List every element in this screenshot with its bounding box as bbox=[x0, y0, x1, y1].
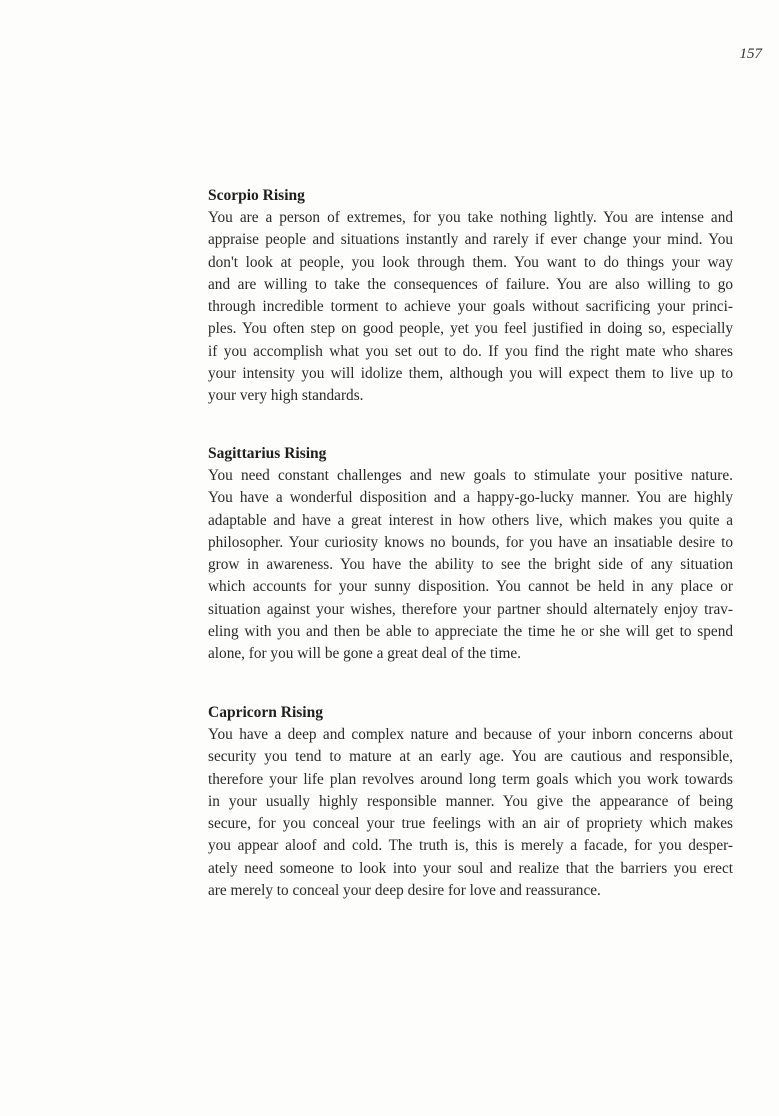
text-line: secure, for you conceal your true feelings with an air of propriety which makes bbox=[208, 815, 733, 833]
text-line: You have a deep and complex nature and because of your inborn concerns about bbox=[208, 726, 733, 743]
text-line: your intensity you will idolize them, although you will expect them to live up to bbox=[208, 365, 733, 383]
text-line: therefore your life plan revolves around long term goals which you work towards bbox=[208, 770, 733, 788]
text-line: appraise people and situations instantly and rarely if ever change your mind. You bbox=[208, 231, 733, 249]
section-scorpio-rising bbox=[208, 185, 733, 408]
text-line: don't look at people, you look through them. You want to do things your way bbox=[208, 253, 733, 271]
section-heading: Capricorn Rising bbox=[208, 704, 323, 721]
text-line: alone, for you will be gone a great deal of the time. bbox=[208, 645, 522, 663]
text-line: grow in awareness. You have the ability to see the bright side of any situation bbox=[208, 556, 733, 574]
text-line: through incredible torment to achieve your goals without sacrificing your princi- bbox=[208, 298, 733, 316]
text-line: your very high standards. bbox=[208, 387, 364, 405]
text-line: ples. You often step on good people, yet you feel justified in doing so, especially bbox=[208, 320, 733, 338]
section-body bbox=[208, 724, 733, 902]
text-line: you appear aloof and cold. The truth is, this is merely a facade, for you desper- bbox=[208, 837, 733, 855]
text-line: are merely to conceal your deep desire for love and reassurance. bbox=[208, 882, 601, 900]
text-line: adaptable and have a great interest in how others live, which makes you quite a bbox=[208, 511, 733, 529]
section-body bbox=[208, 207, 733, 408]
section-heading: Sagittarius Rising bbox=[208, 445, 327, 462]
text-line: situation against your wishes, therefore your partner should alternately enjoy trav- bbox=[208, 600, 733, 618]
text-line: You need constant challenges and new goals to stimulate your positive nature. bbox=[208, 467, 733, 484]
text-line: security you tend to mature at an early age. You are cautious and responsible, bbox=[208, 748, 733, 766]
text-line: philosopher. Your curiosity knows no bounds, for you have an insatiable desire to bbox=[208, 533, 733, 551]
section-capricorn-rising bbox=[208, 702, 733, 902]
section-body bbox=[208, 465, 733, 666]
section-heading: Scorpio Rising bbox=[208, 187, 305, 204]
text-line: ately need someone to look into your soul and realize that the barriers you erect bbox=[208, 859, 733, 877]
page-number: 157 bbox=[739, 46, 762, 62]
text-line: if you accomplish what you set out to do. If you find the right mate who shares bbox=[208, 342, 733, 360]
section-sagittarius-rising bbox=[208, 443, 733, 666]
text-line: You have a wonderful disposition and a happy-go-lucky manner. You are highly bbox=[208, 489, 733, 507]
text-line: and are willing to take the consequences of failure. You are also willing to go bbox=[208, 275, 733, 293]
text-line: eling with you and then be able to appreciate the time he or she will get to spend bbox=[208, 623, 733, 641]
text-line: You are a person of extremes, for you take nothing lightly. You are intense and bbox=[208, 209, 733, 226]
text-line: in your usually highly responsible manner. You give the appearance of being bbox=[208, 792, 733, 810]
text-line: which accounts for your sunny disposition. You cannot be held in any place or bbox=[208, 578, 733, 596]
